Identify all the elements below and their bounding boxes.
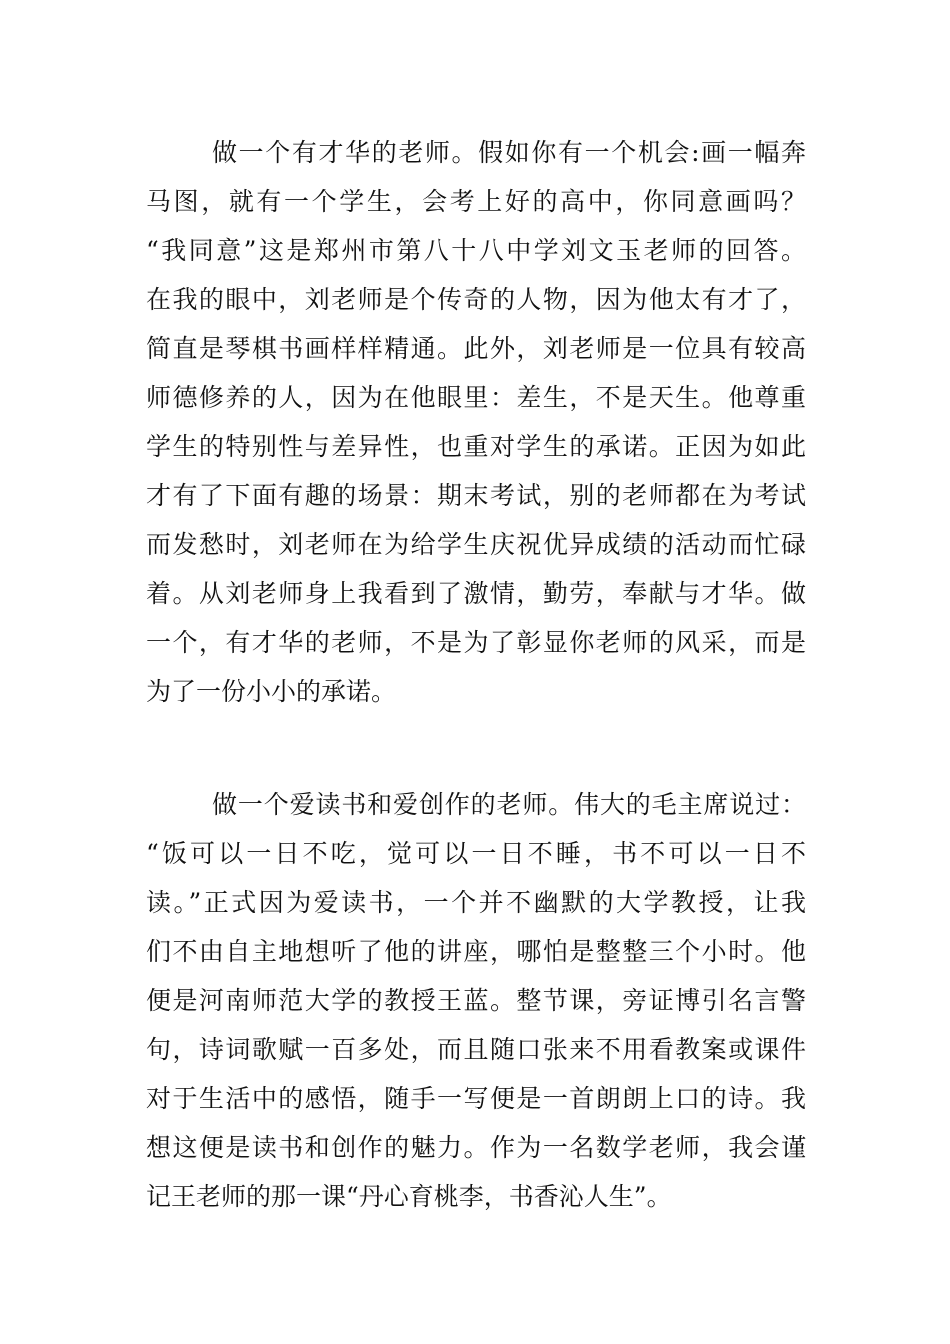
paragraph-line: 对于生活中的感悟，随手一写便是一首朗朗上口的诗。我 xyxy=(146,1084,806,1113)
paragraph-reading-teacher xyxy=(146,780,806,1221)
paragraph-line: 一个，有才华的老师，不是为了彰显你老师的风采，而是 xyxy=(146,628,806,657)
paragraph-line: 做一个爱读书和爱创作的老师。伟大的毛主席说过： xyxy=(212,790,806,819)
paragraph-line: 才有了下面有趣的场景：期末考试，别的老师都在为考试 xyxy=(146,481,806,510)
paragraph-line: 而发愁时，刘老师在为给学生庆祝优异成绩的活动而忙碌 xyxy=(146,530,806,559)
paragraph-line: 师德修养的人，因为在他眼里：差生，不是天生。他尊重 xyxy=(146,383,806,412)
paragraph-line: 马图，就有一个学生，会考上好的高中，你同意画吗？ xyxy=(146,187,806,216)
paragraph-line: 简直是琴棋书画样样精通。此外，刘老师是一位具有较高 xyxy=(146,334,806,363)
paragraph-line: 为了一份小小的承诺。 xyxy=(146,677,397,706)
paragraph-line: 着。从刘老师身上我看到了激情，勤劳，奉献与才华。做 xyxy=(146,579,806,608)
paragraph-line: “饭可以一日不吃，觉可以一日不睡，书不可以一日不 xyxy=(146,839,806,868)
paragraph-line: 们不由自主地想听了他的讲座，哪怕是整整三个小时。他 xyxy=(146,937,806,966)
paragraph-line: 想这便是读书和创作的魅力。作为一名数学老师，我会谨 xyxy=(146,1133,806,1162)
paragraph-line: “我同意”这是郑州市第八十八中学刘文玉老师的回答。 xyxy=(146,236,806,265)
paragraph-talented-teacher xyxy=(146,128,806,716)
paragraph-line: 做一个有才华的老师。假如你有一个机会:画一幅奔 xyxy=(212,138,806,167)
paragraph-line: 便是河南师范大学的教授王蓝。整节课，旁证博引名言警 xyxy=(146,986,806,1015)
paragraph-line: 在我的眼中，刘老师是个传奇的人物，因为他太有才了， xyxy=(146,285,806,314)
paragraph-line: 句，诗词歌赋一百多处，而且随口张来不用看教案或课件 xyxy=(146,1035,806,1064)
paragraph-line: 读。”正式因为爱读书，一个并不幽默的大学教授，让我 xyxy=(146,888,806,917)
paragraph-line: 记王老师的那一课“丹心育桃李，书香沁人生”。 xyxy=(146,1182,672,1211)
paragraph-line: 学生的特别性与差异性，也重对学生的承诺。正因为如此 xyxy=(146,432,806,461)
